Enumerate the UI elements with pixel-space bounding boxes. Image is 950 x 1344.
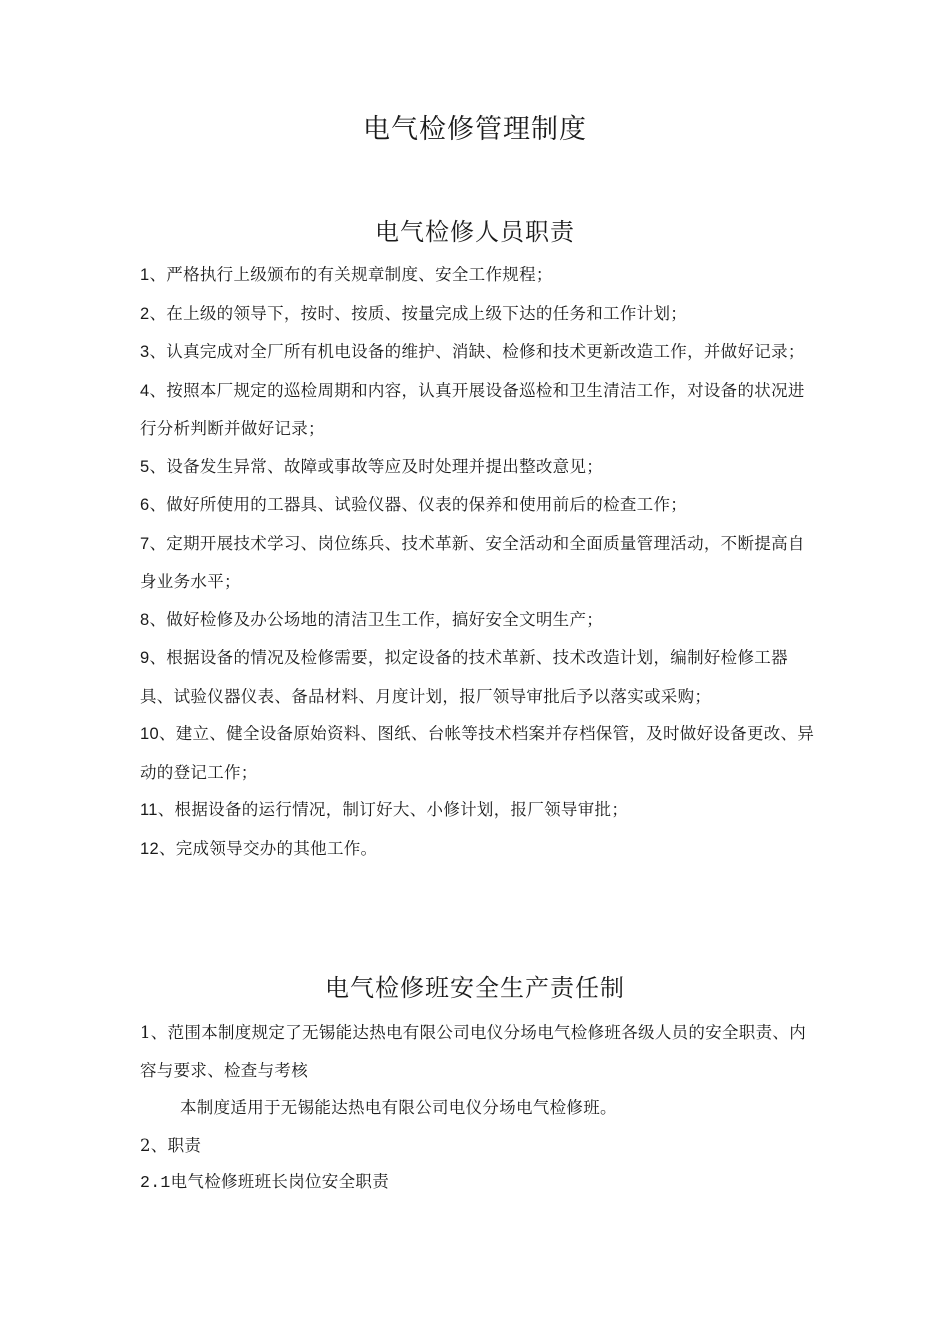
list-item (140, 256, 820, 295)
item-text: 、设备发生异常、故障或事故等应及时处理并提出整改意见； (149, 456, 604, 476)
list-item (140, 372, 820, 448)
item-text: 、严格执行上级颁布的有关规章制度、安全工作规程； (149, 265, 553, 284)
item-number: 4 (140, 381, 150, 400)
list-item (140, 333, 820, 372)
item-number: 8 (140, 610, 150, 629)
item-text: 、完成领导交办的其他工作。 (158, 838, 378, 858)
team-leader-duties-heading: 2.1电气检修班班长岗位安全职责 (140, 1173, 390, 1192)
document-title: 电气检修管理制度 (363, 114, 587, 145)
list-item (140, 525, 820, 601)
duties-list (140, 256, 820, 868)
item-text: 、做好检修及办公场地的清洁卫生工作，搞好安全文明生产； (149, 609, 604, 629)
item-text: 、根据设备的运行情况，制订好大、小修计划，报厂领导审批； (157, 800, 629, 819)
list-item (140, 448, 820, 487)
list-item (140, 486, 820, 525)
item-text: 、建立、健全设备原始资料、图纸、台帐等技术档案并存档保管，及时做好设备更改、异动的登记工作； (140, 724, 815, 782)
list-item (140, 791, 820, 830)
item-number: 5 (140, 457, 150, 476)
list-item (140, 601, 820, 640)
item-number: 2 (140, 304, 150, 323)
item-number: 10 (140, 725, 159, 743)
item-number: 3 (140, 343, 150, 361)
list-item (140, 830, 820, 869)
section-title-personnel-duties: 电气检修人员职责 (375, 218, 575, 246)
item-number: 11 (140, 801, 158, 819)
scope-paragraph: 1、范围本制度规定了无锡能达热电有限公司电仪分场电气检修班各级人员的安全职责、内容与要求、检查与考核 (140, 1023, 806, 1080)
item-number: 9 (140, 649, 150, 667)
item-text: 、根据设备的情况及检修需要，拟定设备的技术革新、技术改造计划，编制好检修工器具、试验仪器仪表、备品材料、月度计划，报厂领导审批后予以落实或采购； (140, 648, 788, 706)
list-item (140, 715, 820, 791)
section-title-safety-responsibility: 电气检修班安全生产责任制 (325, 974, 625, 1002)
applicability-paragraph: 本制度适用于无锡能达热电有限公司电仪分场电气检修班。 (180, 1098, 617, 1117)
list-item (140, 295, 820, 334)
item-number: 1 (140, 266, 150, 284)
item-text: 、按照本厂规定的巡检周期和内容，认真开展设备巡检和卫生清洁工作，对设备的状况进行分析判断并做好记录； (140, 380, 805, 438)
safety-section-body (140, 1014, 820, 1202)
item-number: 12 (140, 839, 159, 858)
item-text: 、做好所使用的工器具、试验仪器、仪表的保养和使用前后的检查工作； (149, 495, 688, 514)
item-text: 、在上级的领导下，按时、按质、按量完成上级下达的任务和工作计划； (149, 303, 688, 323)
item-number: 6 (140, 496, 150, 514)
item-number: 7 (140, 534, 150, 553)
list-item (140, 639, 820, 715)
duties-heading: 2、职责 (140, 1135, 202, 1155)
item-text: 、定期开展技术学习、岗位练兵、技术革新、安全活动和全面质量管理活动，不断提高自身业务水平； (140, 533, 805, 591)
item-text: 、认真完成对全厂所有机电设备的维护、消缺、检修和技术更新改造工作，并做好记录； (149, 342, 805, 361)
